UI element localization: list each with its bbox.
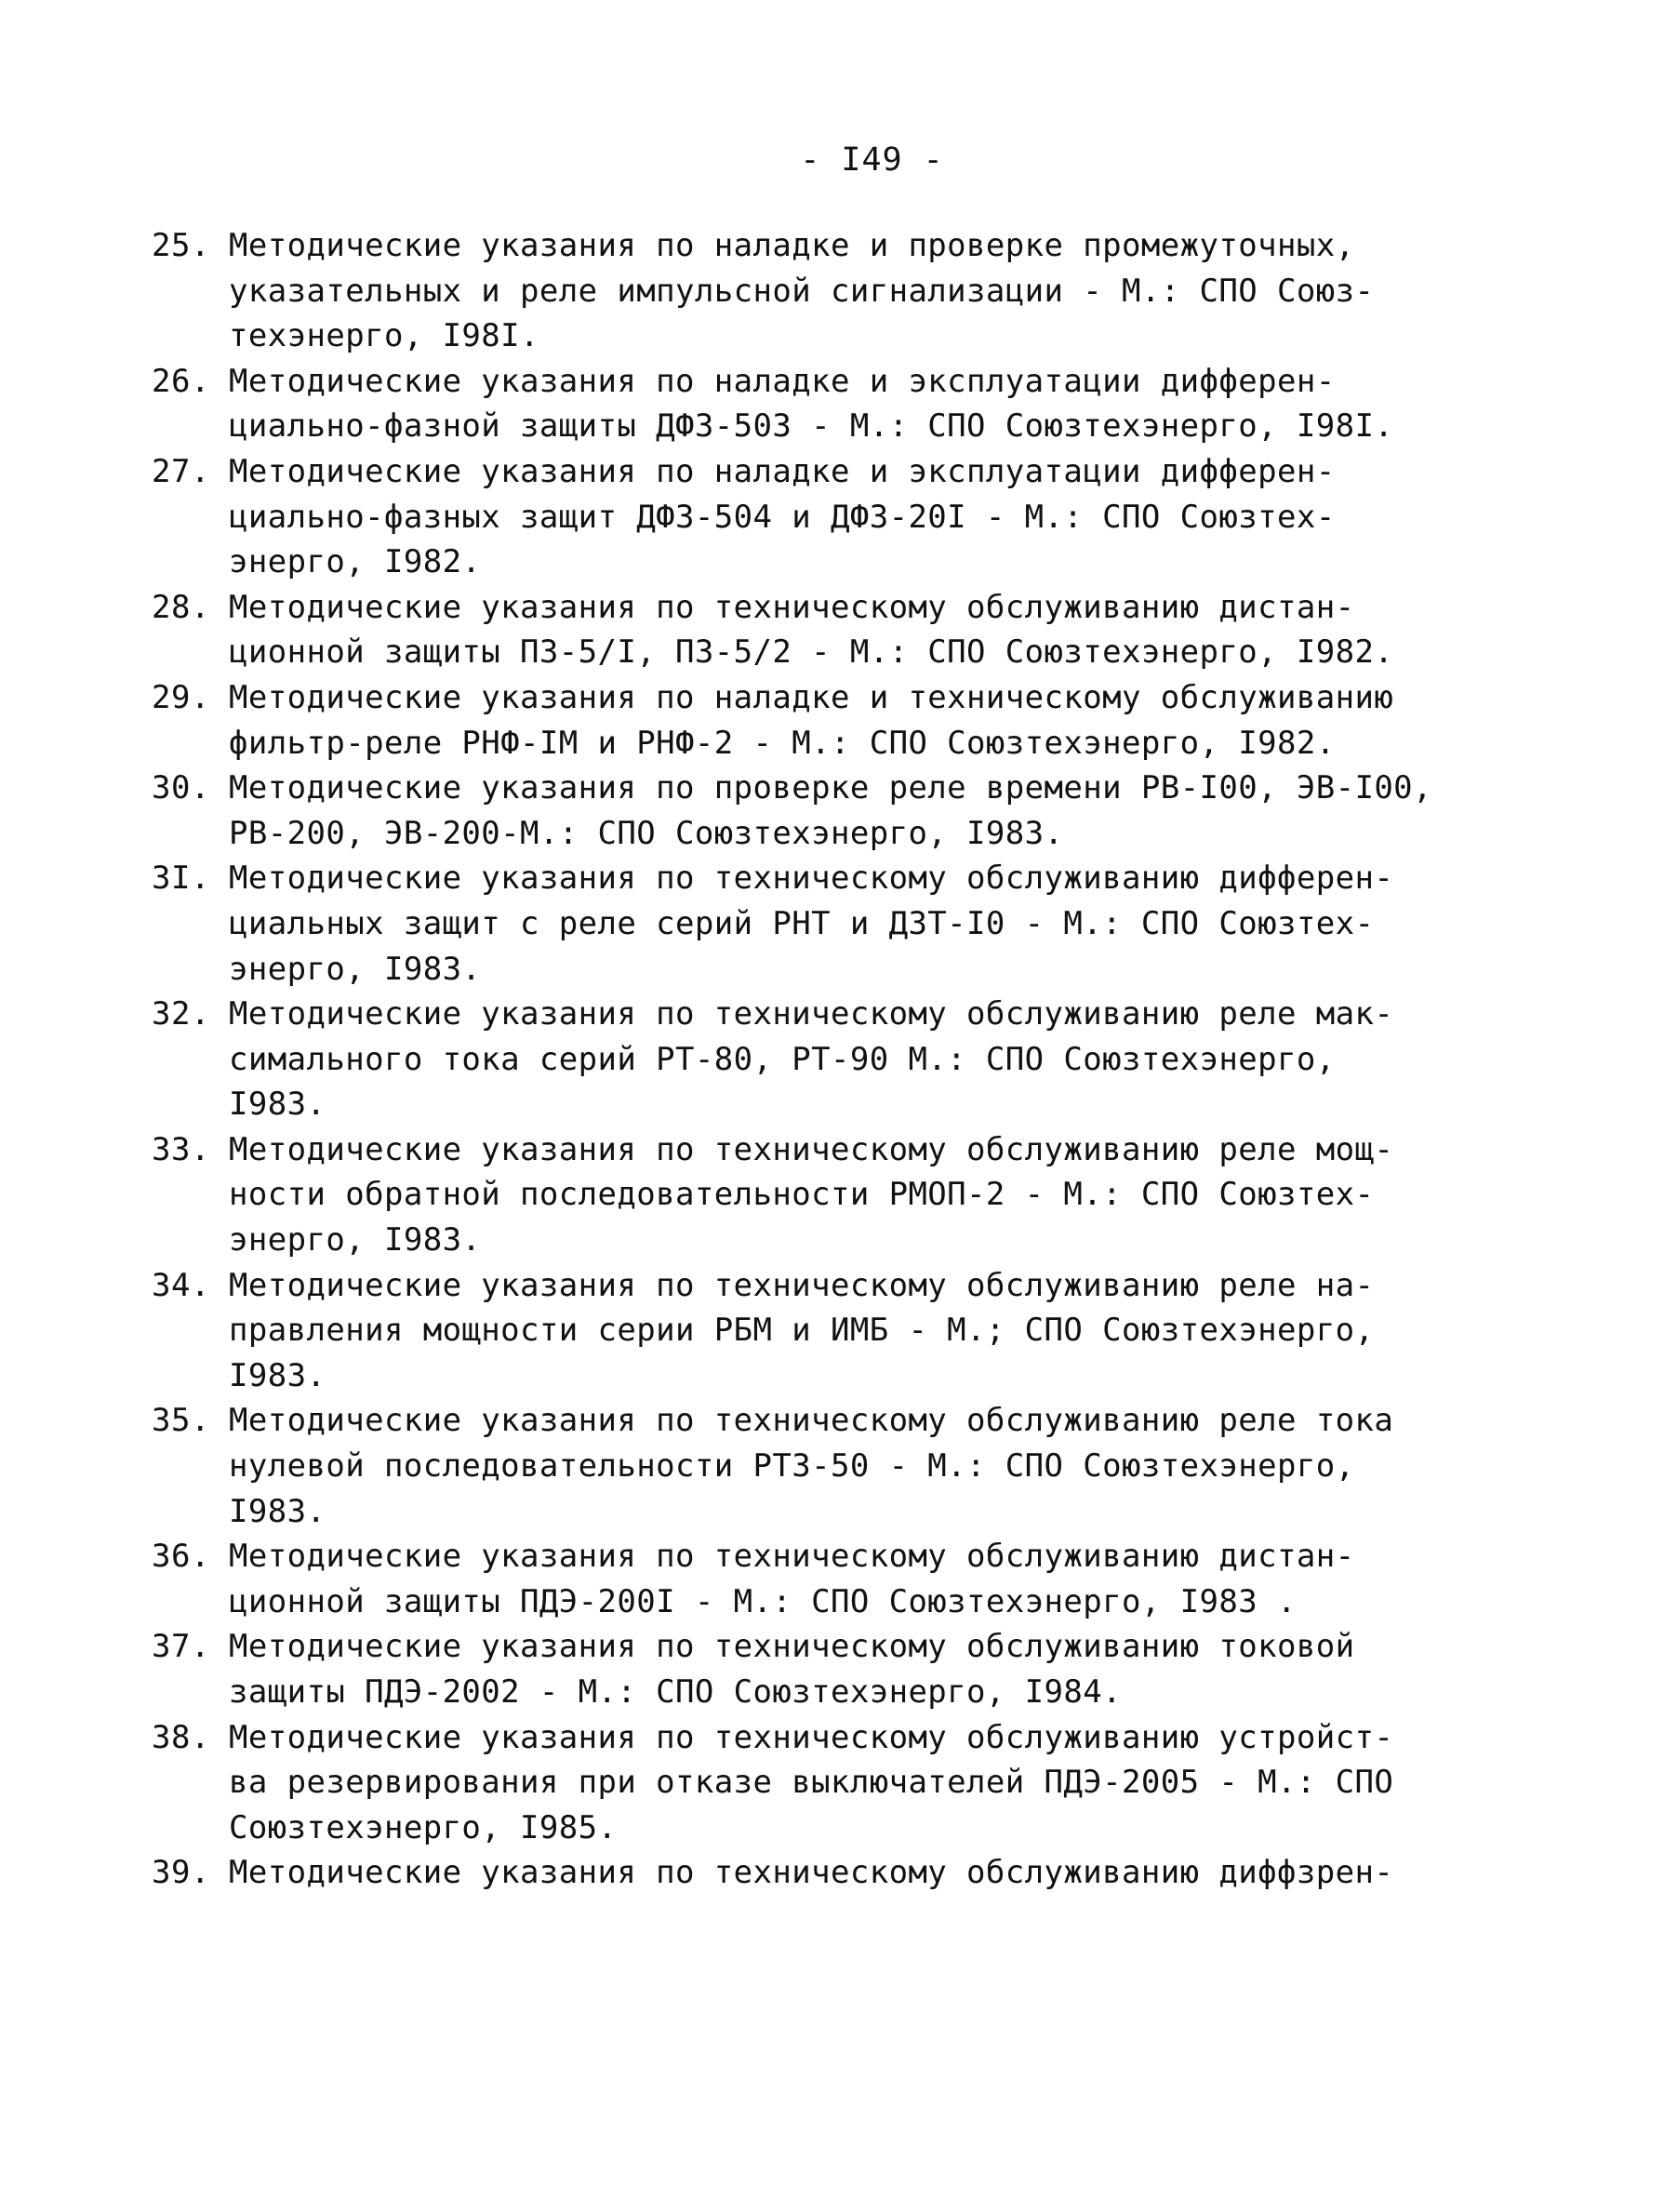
reference-text-line: нулевой последовательности РТЗ-50 - М.: СПО Союзтехэнерго, bbox=[229, 1447, 1355, 1486]
reference-text-line: защиты ПДЭ-2002 - М.: СПО Союзтехэнерго, I984. bbox=[229, 1673, 1123, 1711]
reference-item bbox=[152, 856, 1394, 992]
reference-number: 35. bbox=[152, 1402, 210, 1440]
reference-text-line: Методические указания по техническому обслуживанию реле мощ- bbox=[229, 1130, 1394, 1168]
reference-text-line: Методические указания по техническому обслуживанию устройст- bbox=[229, 1718, 1394, 1756]
reference-number: 30. bbox=[152, 769, 210, 807]
reference-text-line: ва резервирования при отказе выключателей ПДЭ-2005 - М.: СПО bbox=[229, 1764, 1394, 1802]
reference-item bbox=[152, 1715, 1394, 1851]
reference-text-line: ционной защиты ПЗ-5/I, ПЗ-5/2 - М.: СПО Союзтехэнерго, I982. bbox=[229, 633, 1394, 672]
reference-text-line: Методические указания по техническому обслуживанию дистан- bbox=[229, 1538, 1355, 1576]
reference-item bbox=[152, 1850, 1394, 1896]
reference-text-line: Методические указания по техническому обслуживанию дифферен- bbox=[229, 859, 1394, 898]
reference-text-line: Методические указания по наладке и эксплуатации дифферен- bbox=[229, 452, 1336, 490]
reference-item bbox=[152, 449, 1379, 585]
reference-item bbox=[152, 359, 1394, 449]
reference-text-line: указательных и реле импульсной сигнализации - М.: СПО Союз- bbox=[229, 272, 1375, 310]
reference-item bbox=[152, 1398, 1394, 1534]
reference-text-line: I983. bbox=[229, 1492, 326, 1530]
reference-text-line: ционной защиты ПДЭ-200I - М.: СПО Союзтехэнерго, I983 . bbox=[229, 1582, 1297, 1620]
reference-text-line: симального тока серий РТ-80, РТ-90 М.: СПО Союзтехэнерго, bbox=[229, 1040, 1336, 1078]
page-number: - I49 - bbox=[800, 141, 944, 179]
reference-number: 29. bbox=[152, 678, 210, 716]
reference-text-line: техэнерго, I98I. bbox=[229, 317, 539, 355]
reference-number: 3I. bbox=[152, 859, 210, 898]
reference-text-line: Методические указания по наладке и эксплуатации дифферен- bbox=[229, 362, 1336, 400]
reference-item bbox=[152, 585, 1394, 675]
reference-number: 26. bbox=[152, 362, 210, 400]
reference-item bbox=[152, 1127, 1394, 1263]
reference-text-line: Союзтехэнерго, I985. bbox=[229, 1808, 618, 1846]
reference-text-line: РВ-200, ЭВ-200-М.: СПО Союзтехэнерго, I983. bbox=[229, 814, 1064, 852]
reference-text-line: I983. bbox=[229, 1086, 326, 1124]
reference-text-line: Методические указания по техническому обслуживанию дистан- bbox=[229, 588, 1355, 626]
reference-number: 32. bbox=[152, 995, 210, 1033]
reference-number: 39. bbox=[152, 1854, 210, 1892]
reference-text-line: циально-фазной защиты ДФЗ-503 - М.: СПО Союзтехэнерго, I98I. bbox=[229, 407, 1394, 446]
reference-text-line: Методические указания по техническому обслуживанию токовой bbox=[229, 1628, 1355, 1666]
reference-text-line: Методические указания по техническому обслуживанию реле тока bbox=[229, 1402, 1394, 1440]
reference-text-line: Методические указания по техническому обслуживанию реле на- bbox=[229, 1266, 1375, 1304]
reference-text-line: циальных защит с реле серий РНТ и ДЗТ-I0 - М.: СПО Союзтех- bbox=[229, 904, 1375, 942]
reference-text-line: Методические указания по техническому обслуживанию диффзрен- bbox=[229, 1854, 1394, 1892]
reference-text-line: циально-фазных защит ДФЗ-504 и ДФЗ-20I - М.: СПО Союзтех- bbox=[229, 498, 1336, 536]
reference-item bbox=[152, 223, 1379, 359]
reference-text-line: фильтр-реле РНФ-IМ и РНФ-2 - М.: СПО Союзтехэнерго, I982. bbox=[229, 724, 1336, 762]
reference-number: 34. bbox=[152, 1266, 210, 1304]
reference-text-line: Методические указания по техническому обслуживанию реле мак- bbox=[229, 995, 1394, 1033]
reference-text-line: Методические указания по наладке и проверке промежуточных, bbox=[229, 227, 1355, 264]
reference-text-line: Методические указания по проверке реле времени РВ-I00, ЭВ-I00, bbox=[229, 769, 1432, 807]
reference-item bbox=[152, 1263, 1379, 1399]
reference-number: 33. bbox=[152, 1130, 210, 1168]
reference-list bbox=[152, 223, 1432, 1896]
reference-text-line: энерго, I983. bbox=[229, 950, 482, 988]
reference-item bbox=[152, 1624, 1379, 1714]
reference-number: 25. bbox=[152, 227, 210, 264]
reference-text-line: энерго, I982. bbox=[229, 543, 482, 581]
reference-item bbox=[152, 766, 1432, 856]
reference-number: 36. bbox=[152, 1538, 210, 1576]
reference-number: 38. bbox=[152, 1718, 210, 1756]
reference-text-line: I983. bbox=[229, 1356, 326, 1394]
reference-number: 27. bbox=[152, 452, 210, 490]
reference-text-line: правления мощности серии РБМ и ИМБ - М.; СПО Союзтехэнерго, bbox=[229, 1312, 1375, 1350]
reference-item bbox=[152, 675, 1394, 766]
reference-number: 28. bbox=[152, 588, 210, 626]
reference-item bbox=[152, 1534, 1379, 1624]
reference-text-line: энерго, I983. bbox=[229, 1221, 482, 1259]
reference-text-line: Методические указания по наладке и техническому обслуживанию bbox=[229, 678, 1394, 716]
reference-item bbox=[152, 992, 1394, 1127]
reference-text-line: ности обратной последовательности РМОП-2 - М.: СПО Союзтех- bbox=[229, 1176, 1375, 1214]
reference-number: 37. bbox=[152, 1628, 210, 1666]
